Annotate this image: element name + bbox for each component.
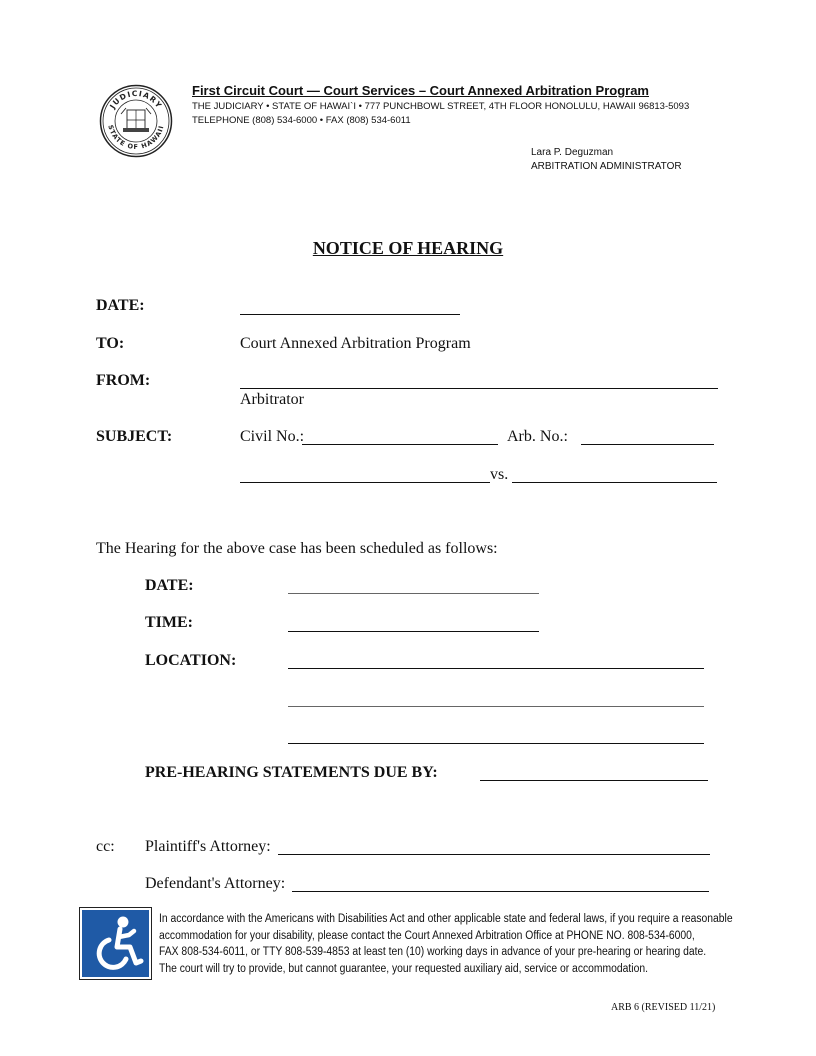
plaintiff-attorney-field[interactable]: [278, 854, 710, 855]
ada-line-2: accommodation for your disability, please contact the Court Annexed Arbitration Office at PHONE NO. 808-534-6000,: [159, 929, 695, 942]
arb-no-field[interactable]: [581, 444, 714, 445]
pre-hearing-field[interactable]: [480, 780, 708, 781]
defendant-party-field[interactable]: [512, 482, 717, 483]
defendant-attorney-label: Defendant's Attorney:: [145, 875, 286, 892]
accessibility-icon: [79, 907, 152, 980]
seal-top-text: JUDICIARY: [107, 88, 164, 111]
civil-no-label: Civil No.:: [240, 428, 305, 445]
seal-icon: [99, 84, 173, 158]
plaintiff-party-field[interactable]: [240, 482, 490, 483]
location-field-3[interactable]: [288, 743, 704, 744]
vs-label: vs.: [490, 466, 509, 483]
from-field[interactable]: [240, 388, 718, 389]
administrator-name: Lara P. Deguzman: [531, 147, 614, 158]
location-field-2[interactable]: [288, 706, 704, 707]
to-value: Court Annexed Arbitration Program: [240, 335, 471, 352]
hearing-time-label: TIME:: [145, 614, 193, 631]
judiciary-seal: [99, 84, 173, 158]
subject-label: SUBJECT:: [96, 428, 173, 445]
from-label: FROM:: [96, 372, 151, 389]
hearing-intro: The Hearing for the above case has been scheduled as follows:: [96, 540, 498, 557]
page-title: NOTICE OF HEARING: [312, 238, 504, 258]
ada-line-1: In accordance with the Americans with Disabilities Act and other applicable state and federal laws, if you require a reasonable: [159, 913, 733, 925]
cc-label: cc:: [96, 838, 115, 855]
location-field-1[interactable]: [288, 668, 704, 669]
hearing-date-label: DATE:: [145, 577, 194, 594]
ada-notice: [159, 911, 733, 977]
civil-no-field[interactable]: [302, 444, 498, 445]
from-caption: Arbitrator: [240, 391, 304, 408]
header-title: First Circuit Court — Court Services – Court Annexed Arbitration Program: [192, 83, 649, 98]
administrator-title: ARBITRATION ADMINISTRATOR: [531, 161, 682, 172]
ada-line-4: The court will try to provide, but cannot guarantee, your requested auxiliary aid, service or accommodation.: [159, 962, 649, 975]
hearing-date-field[interactable]: [288, 593, 539, 594]
date-field[interactable]: [240, 314, 460, 315]
header-phone: TELEPHONE (808) 534-6000 • FAX (808) 534-6011: [192, 115, 411, 126]
ada-line-3: FAX 808-534-6011, or TTY 808-539-4853 at least ten (10) working days in advance of your pre-hearing or hearing date.: [159, 946, 707, 958]
pre-hearing-label: PRE-HEARING STATEMENTS DUE BY:: [145, 764, 438, 781]
seal-bottom-text: STATE OF HAWAII: [106, 124, 166, 152]
arb-no-label: Arb. No.:: [507, 428, 568, 445]
form-code: ARB 6 (REVISED 11/21): [611, 1002, 716, 1013]
date-label: DATE:: [96, 297, 145, 314]
hearing-time-field[interactable]: [288, 631, 539, 632]
header-address: THE JUDICIARY • STATE OF HAWAI`I • 777 PUNCHBOWL STREET, 4TH FLOOR HONOLULU, HAWAII 96813-5093: [192, 101, 690, 112]
defendant-attorney-field[interactable]: [292, 891, 709, 892]
plaintiff-attorney-label: Plaintiff's Attorney:: [145, 838, 271, 855]
to-label: TO:: [96, 335, 125, 352]
location-label: LOCATION:: [145, 652, 237, 669]
